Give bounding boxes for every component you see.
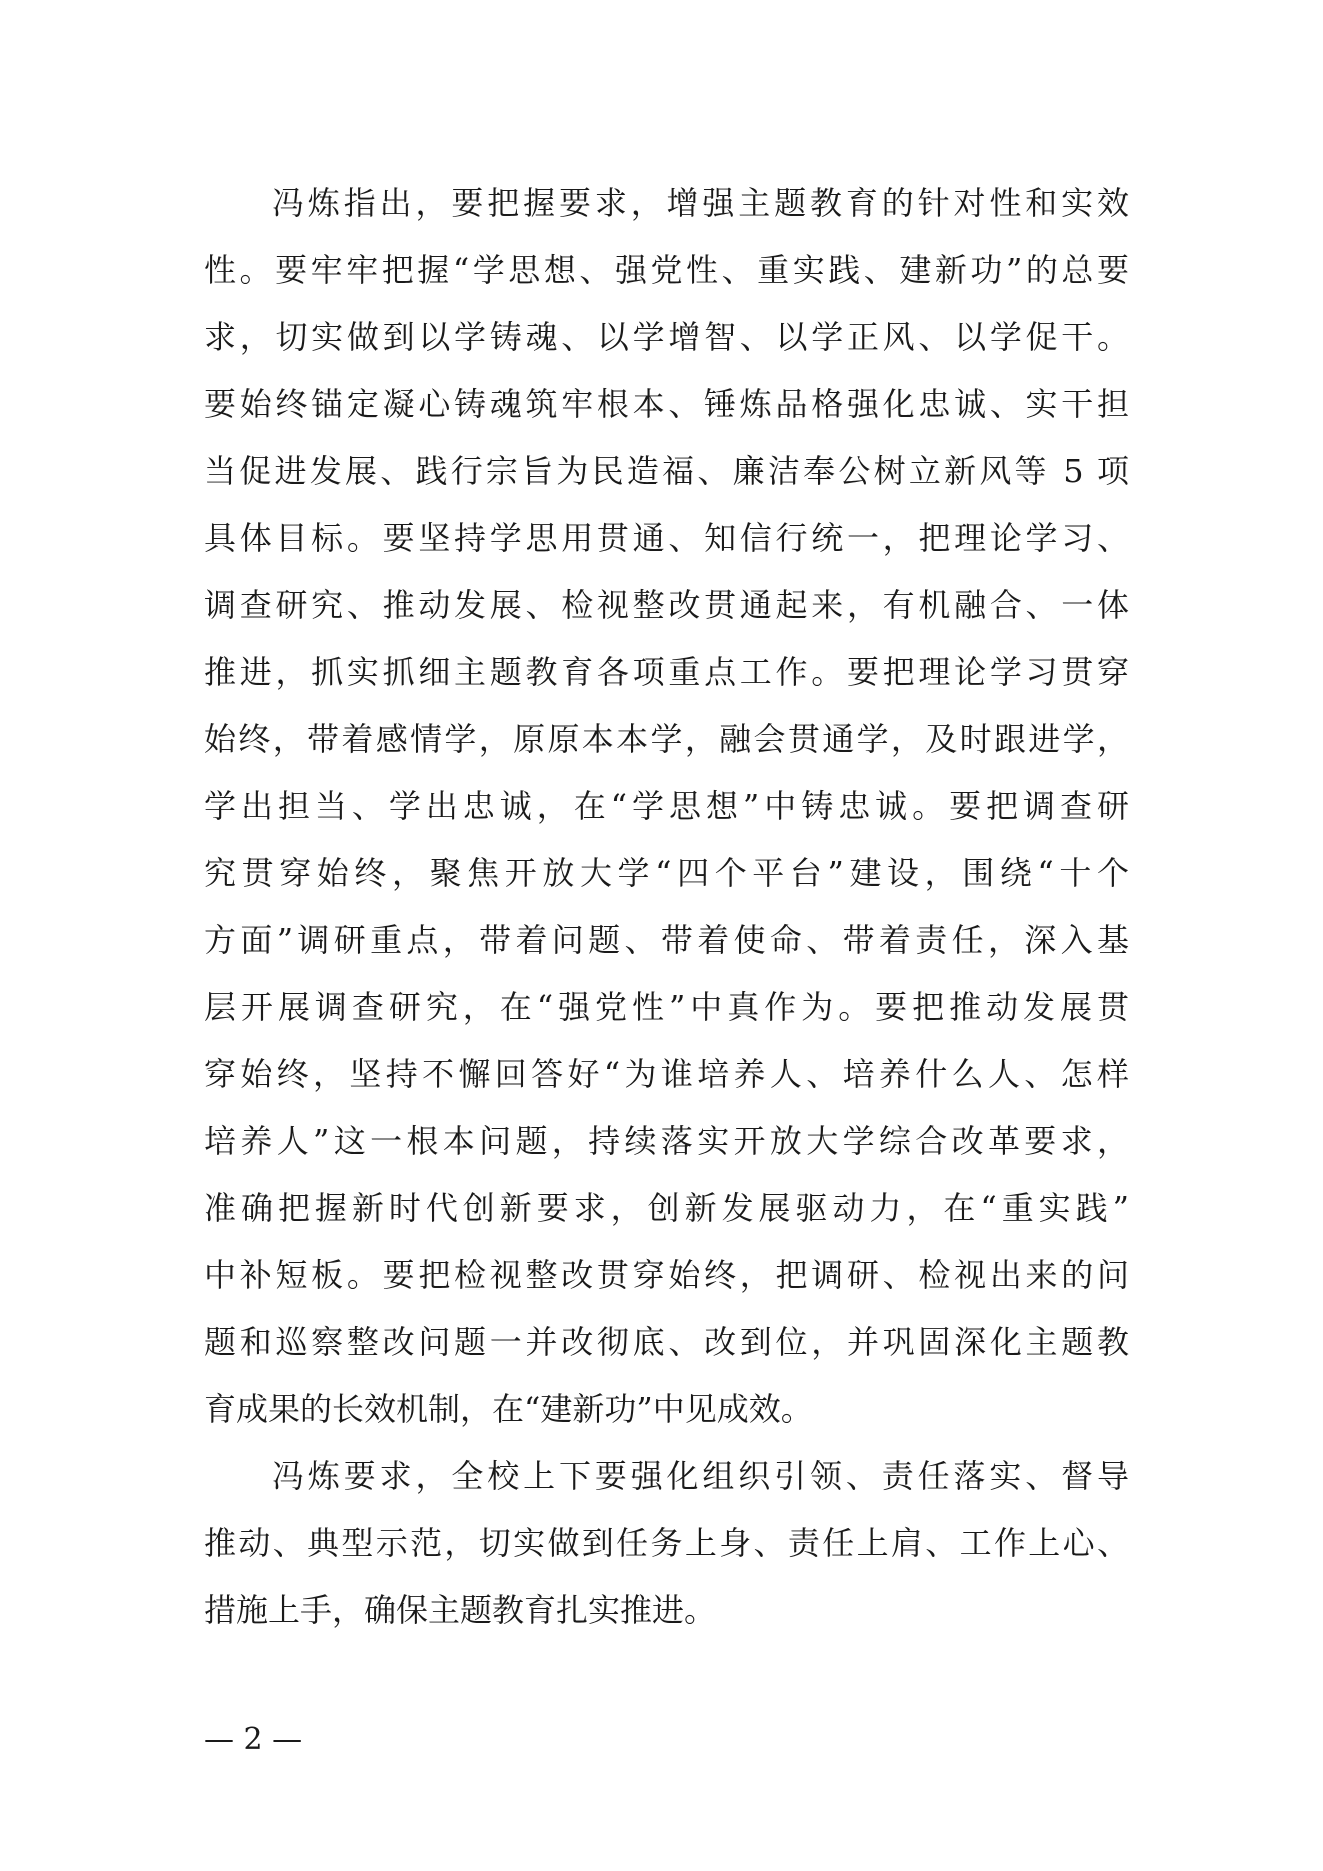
text-line: 要始终锚定凝心铸魂筑牢根本、锤炼品格强化忠诚、实干担 <box>204 385 1129 423</box>
text-line: 方面”调研重点，带着问题、带着使命、带着责任，深入基 <box>204 921 1129 959</box>
text-line: 求，切实做到以学铸魂、以学增智、以学正风、以学促干。 <box>204 318 1129 356</box>
text-line: 准确把握新时代创新要求，创新发展驱动力，在“重实践” <box>204 1189 1129 1227</box>
text-line: 措施上手，确保主题教育扎实推进。 <box>204 1591 717 1629</box>
text-line: 推动、典型示范，切实做到任务上身、责任上肩、工作上心、 <box>204 1524 1129 1562</box>
text-line: 当促进发展、践行宗旨为民造福、廉洁奉公树立新风等 5 项 <box>204 452 1129 490</box>
text-line: 层开展调查研究，在“强党性”中真作为。要把推动发展贯 <box>204 988 1129 1026</box>
text-line: 穿始终，坚持不懈回答好“为谁培养人、培养什么人、怎样 <box>204 1055 1129 1093</box>
text-line: 调查研究、推动发展、检视整改贯通起来，有机融合、一体 <box>204 586 1129 624</box>
page-number: — 2 — <box>204 1722 303 1757</box>
text-line: 培养人”这一根本问题，持续落实开放大学综合改革要求， <box>204 1122 1129 1160</box>
paragraph-2 <box>204 1443 1129 1644</box>
text-line: 性。要牢牢把握“学思想、强党性、重实践、建新功”的总要 <box>204 251 1129 289</box>
text-line: 始终，带着感情学，原原本本学，融会贯通学，及时跟进学， <box>204 720 1129 758</box>
text-line: 学出担当、学出忠诚，在“学思想”中铸忠诚。要把调查研 <box>204 787 1129 825</box>
text-line: 冯炼要求，全校上下要强化组织引领、责任落实、督导 <box>272 1457 1129 1495</box>
text-line: 具体目标。要坚持学思用贯通、知信行统一，把理论学习、 <box>204 519 1129 557</box>
text-line: 题和巡察整改问题一并改彻底、改到位，并巩固深化主题教 <box>204 1323 1129 1361</box>
text-line: 推进，抓实抓细主题教育各项重点工作。要把理论学习贯穿 <box>204 653 1129 691</box>
text-line: 究贯穿始终，聚焦开放大学“四个平台”建设，围绕“十个 <box>204 854 1129 892</box>
text-line: 育成果的长效机制，在“建新功”中见成效。 <box>204 1390 813 1428</box>
document-body <box>204 170 1129 1644</box>
paragraph-1 <box>204 170 1129 1443</box>
text-line: 中补短板。要把检视整改贯穿始终，把调研、检视出来的问 <box>204 1256 1129 1294</box>
text-line: 冯炼指出，要把握要求，增强主题教育的针对性和实效 <box>272 184 1129 222</box>
